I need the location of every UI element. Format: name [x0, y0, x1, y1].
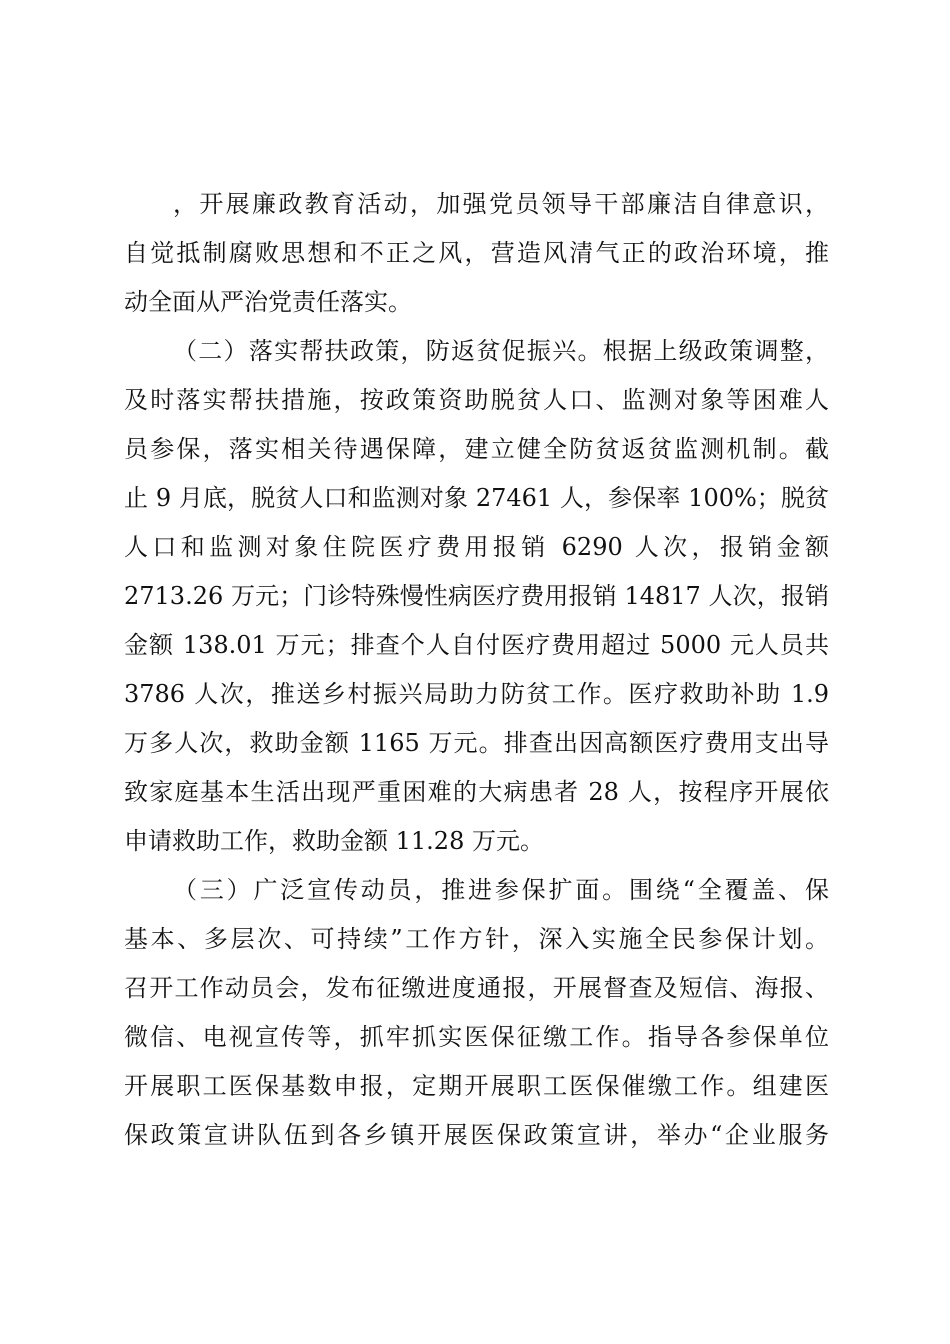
text-line: 及时落实帮扶措施，按政策资助脱贫人口、监测对象等困难人: [124, 386, 829, 414]
text-line: 动全面从严治党责任落实。: [124, 288, 412, 316]
text-line: 召开工作动员会，发布征缴进度通报，开展督查及短信、海报、: [124, 974, 829, 1002]
section-heading-line: （三）广泛宣传动员，推进参保扩面。围绕“全覆盖、保: [173, 876, 829, 904]
text-line: 2713.26 万元；门诊特殊慢性病医疗费用报销 14817 人次，报销: [124, 582, 829, 610]
text-line: 基本、多层次、可持续”工作方针，深入实施全民参保计划。: [124, 925, 829, 953]
text-line: 人口和监测对象住院医疗费用报销 6290 人次，报销金额: [124, 533, 829, 561]
text-line: 员参保，落实相关待遇保障，建立健全防贫返贫监测机制。截: [124, 435, 829, 463]
text-line: 自觉抵制腐败思想和不正之风，营造风清气正的政治环境，推: [124, 239, 829, 267]
text-line: 金额 138.01 万元；排查个人自付医疗费用超过 5000 元人员共: [124, 631, 829, 659]
text-line: 保政策宣讲队伍到各乡镇开展医保政策宣讲，举办“企业服务: [124, 1121, 829, 1149]
text-line: 开展职工医保基数申报，定期开展职工医保催缴工作。组建医: [124, 1072, 829, 1100]
section-heading-line: （二）落实帮扶政策，防返贫促振兴。根据上级政策调整，: [173, 337, 829, 365]
text-line: 致家庭基本生活出现严重困难的大病患者 28 人，按程序开展依: [124, 778, 829, 806]
text-line: 申请救助工作，救助金额 11.28 万元。: [124, 827, 544, 855]
document-body: [124, 180, 829, 1160]
text-line: 微信、电视宣传等，抓牢抓实医保征缴工作。指导各参保单位: [124, 1023, 829, 1051]
text-line: 万多人次，救助金额 1165 万元。排查出因高额医疗费用支出导: [124, 729, 829, 757]
text-line: ，开展廉政教育活动，加强党员领导干部廉洁自律意识，: [173, 190, 829, 218]
text-line: 3786 人次，推送乡村振兴局助力防贫工作。医疗救助补助 1.9: [124, 680, 829, 708]
text-line: 止 9 月底，脱贫人口和监测对象 27461 人，参保率 100%；脱贫: [124, 484, 829, 512]
